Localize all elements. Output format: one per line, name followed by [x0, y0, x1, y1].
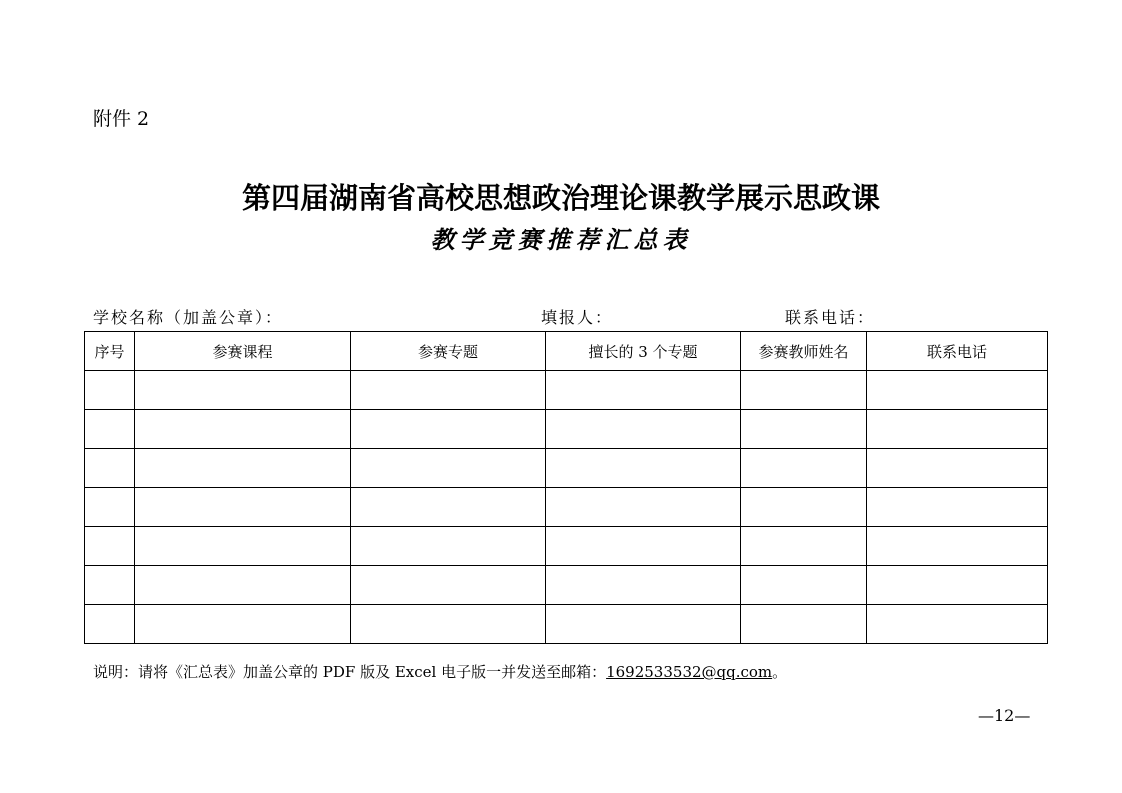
table-cell: [351, 410, 546, 449]
table-cell: [135, 566, 351, 605]
table-cell: [867, 410, 1048, 449]
table-row: [85, 488, 1048, 527]
school-name-label: 学校名称（加盖公章）：: [93, 308, 284, 327]
header-teacher-name: 参赛教师姓名: [741, 332, 867, 371]
note-text: 说明：请将《汇总表》加盖公章的 PDF 版及 Excel 电子版一并发送至邮箱：: [93, 663, 607, 681]
table-cell: [351, 527, 546, 566]
table-row: [85, 605, 1048, 644]
table-row: [85, 566, 1048, 605]
table-cell: [546, 410, 741, 449]
contact-phone-label: 联系电话：: [785, 308, 876, 327]
table-cell: [135, 449, 351, 488]
table-cell: [741, 488, 867, 527]
table-cell: [351, 566, 546, 605]
table-cell: [85, 488, 135, 527]
table-row: [85, 410, 1048, 449]
table-cell: [741, 605, 867, 644]
table-row: [85, 527, 1048, 566]
table-row: [85, 449, 1048, 488]
table-cell: [135, 527, 351, 566]
table-cell: [135, 371, 351, 410]
table-header-row: [85, 332, 1048, 371]
table-cell: [135, 605, 351, 644]
table-cell: [741, 449, 867, 488]
note-end: 。: [772, 663, 788, 681]
recommendation-summary-table: [84, 331, 1048, 644]
table-cell: [546, 371, 741, 410]
table-cell: [85, 527, 135, 566]
table-cell: [85, 566, 135, 605]
table-cell: [85, 605, 135, 644]
table-cell: [351, 488, 546, 527]
table-cell: [85, 410, 135, 449]
page-number: —12—: [978, 706, 1031, 725]
table-cell: [85, 449, 135, 488]
form-title-line2: 教学竞赛推荐汇总表: [430, 225, 692, 254]
table-cell: [741, 410, 867, 449]
table-cell: [867, 605, 1048, 644]
table-cell: [546, 566, 741, 605]
header-expert-topics: 擅长的 3 个专题: [546, 332, 741, 371]
table-cell: [867, 566, 1048, 605]
header-topic: 参赛专题: [351, 332, 546, 371]
table-cell: [351, 449, 546, 488]
table-cell: [741, 371, 867, 410]
table-cell: [546, 527, 741, 566]
table-cell: [867, 488, 1048, 527]
table-cell: [351, 371, 546, 410]
table-cell: [135, 410, 351, 449]
table-cell: [867, 449, 1048, 488]
form-title-line1: 第四届湖南省高校思想政治理论课教学展示思政课: [241, 181, 880, 215]
header-course: 参赛课程: [135, 332, 351, 371]
table-cell: [546, 605, 741, 644]
table-cell: [741, 527, 867, 566]
email-link[interactable]: 1692533532@qq.com: [606, 663, 773, 681]
table-cell: [867, 527, 1048, 566]
table-cell: [546, 488, 741, 527]
filler-label: 填报人：: [541, 308, 614, 327]
table-cell: [351, 605, 546, 644]
table-row: [85, 371, 1048, 410]
table-cell: [135, 488, 351, 527]
table-cell: [867, 371, 1048, 410]
attachment-label: 附件 2: [93, 108, 150, 130]
header-phone: 联系电话: [867, 332, 1048, 371]
table-cell: [546, 449, 741, 488]
table-cell: [741, 566, 867, 605]
header-serial: 序号: [85, 332, 135, 371]
submission-note: [93, 661, 787, 682]
table-cell: [85, 371, 135, 410]
